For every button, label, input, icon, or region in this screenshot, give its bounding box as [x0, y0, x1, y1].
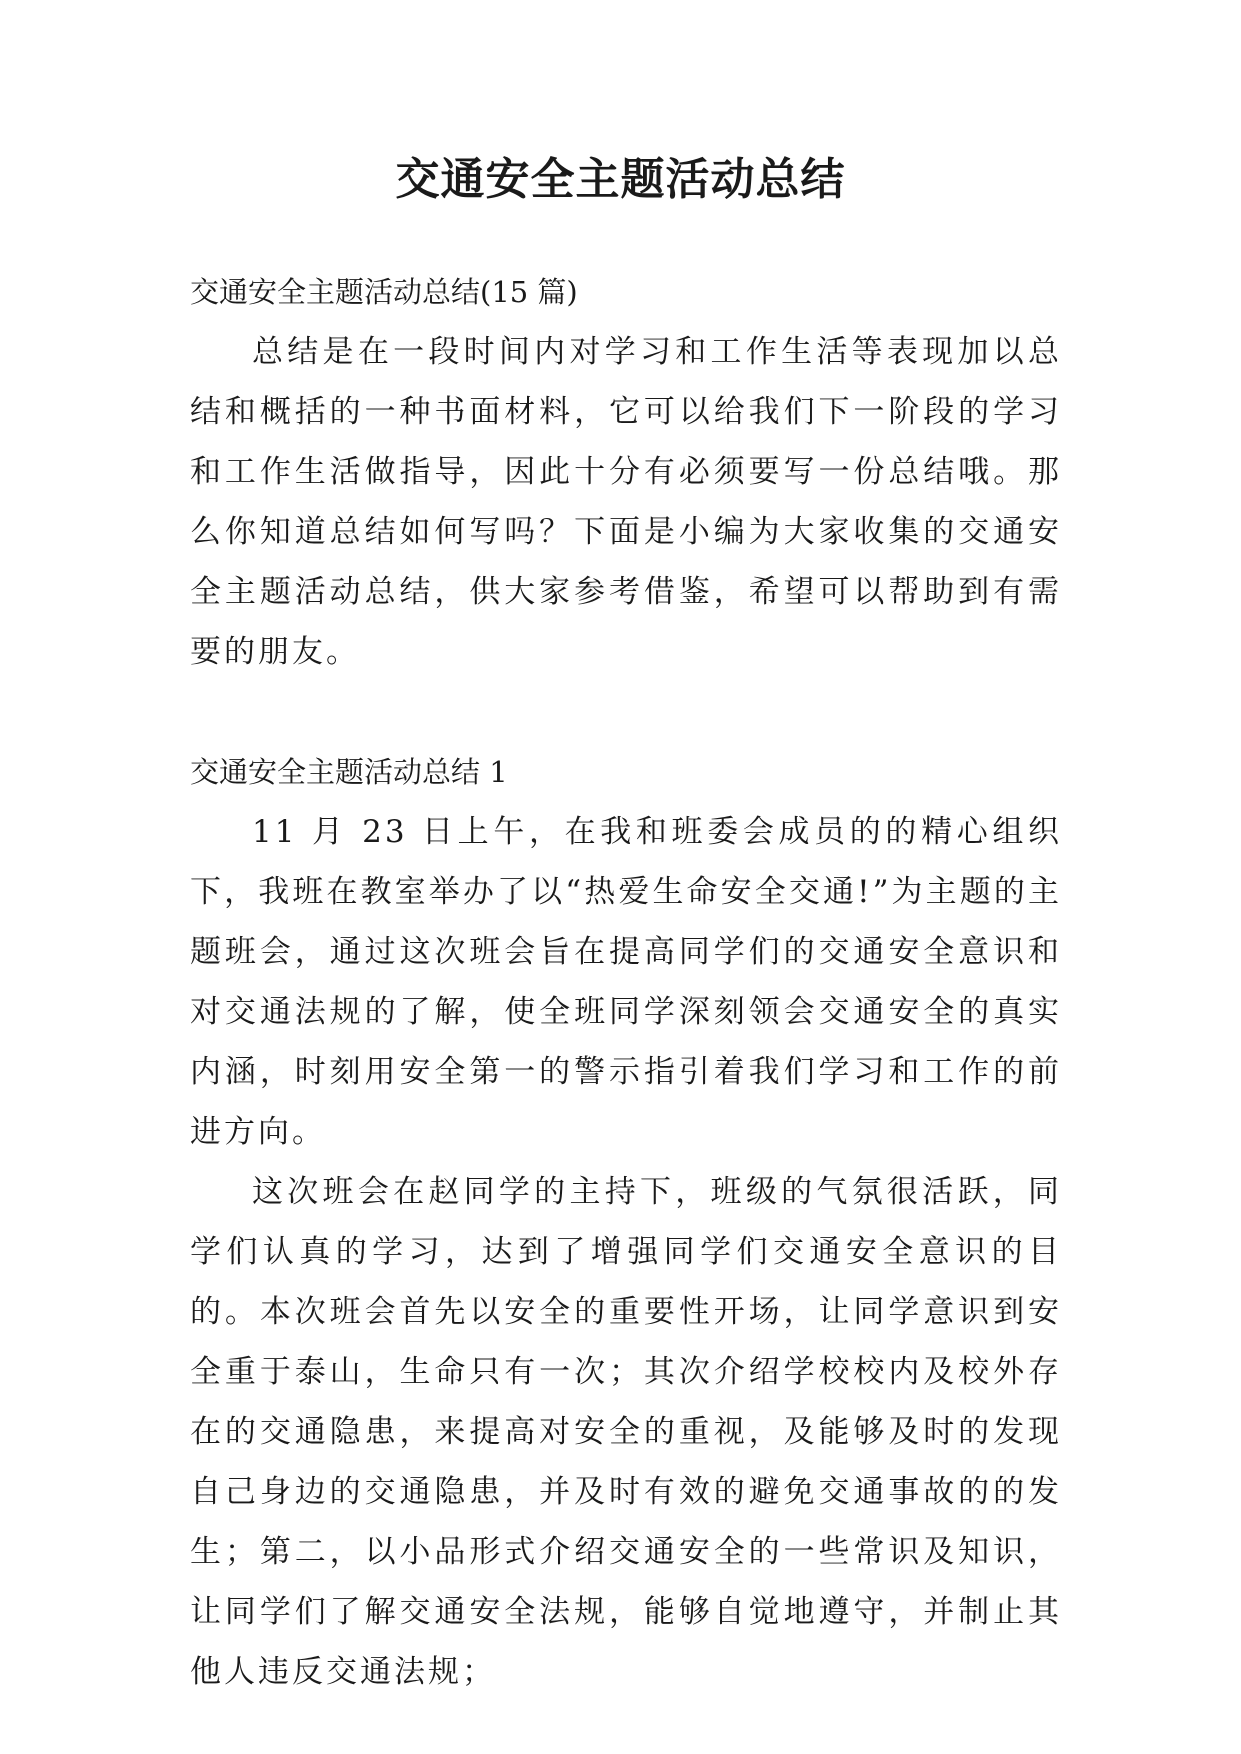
body-paragraph: 11 月 23 日上午，在我和班委会成员的的精心组织下，我班在教室举办了以“热爱生命安全交通!”为主题的主题班会，通过这次班会旨在提高同学们的交通安全意识和对交通法规的了解，使全班同学深刻领会交通安全的真实内涵，时刻用安全第一的警示指引着我们学习和工作的前进方向。	[190, 814, 1062, 1150]
document-subtitle: 交通安全主题活动总结(15 篇)	[190, 275, 578, 309]
intro-paragraph: 总结是在一段时间内对学习和工作生活等表现加以总结和概括的一种书面材料，它可以给我们下一阶段的学习和工作生活做指导，因此十分有必须要写一份总结哦。那么你知道总结如何写吗？下面是小编为大家收集的交通安全主题活动总结，供大家参考借鉴，希望可以帮助到有需要的朋友。	[190, 334, 1062, 670]
section-heading: 交通安全主题活动总结 1	[190, 755, 508, 789]
document-title: 交通安全主题活动总结	[395, 154, 846, 205]
body-paragraph: 这次班会在赵同学的主持下，班级的气氛很活跃，同学们认真的学习，达到了增强同学们交通安全意识的目的。本次班会首先以安全的重要性开场，让同学意识到安全重于泰山，生命只有一次；其次介绍学校校内及校外存在的交通隐患，来提高对安全的重视，及能够及时的发现自己身边的交通隐患，并及时有效的避免交通事故的的发生；第二，以小品形式介绍交通安全的一些常识及知识，让同学们了解交通安全法规，能够自觉地遵守，并制止其他人违反交通法规；	[190, 1174, 1062, 1690]
document-body	[190, 262, 1062, 1702]
section-spacer	[190, 682, 1062, 742]
